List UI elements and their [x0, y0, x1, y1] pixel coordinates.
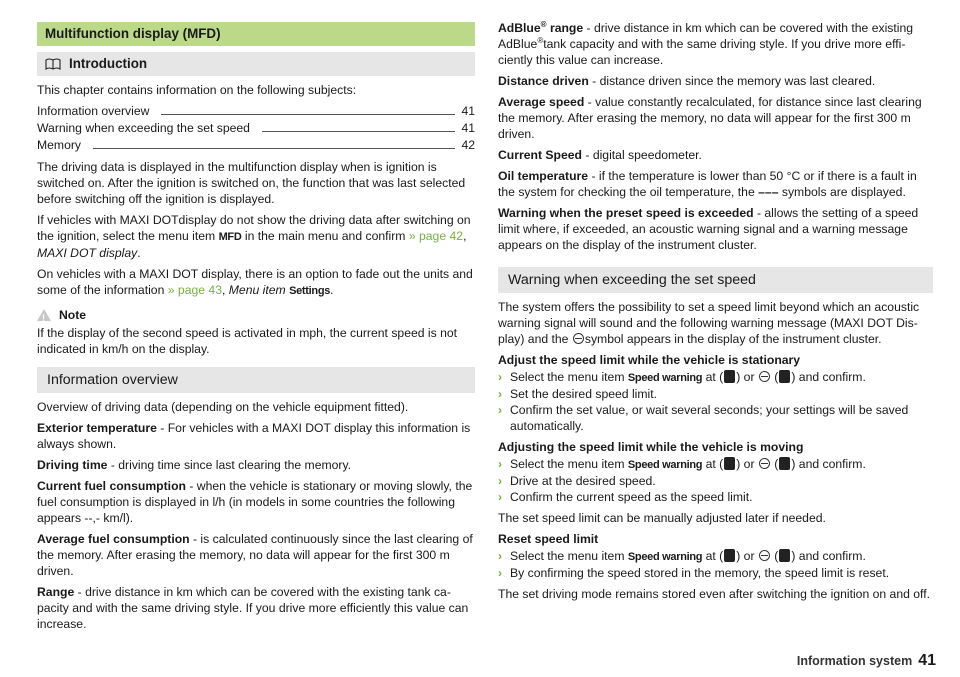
note-text: If the display of the second speed is activated in mph, the current speed is not indicated in km/h on the display. — [37, 326, 458, 356]
registered-mark: ® — [537, 35, 544, 45]
paragraph-maxi-dot — [37, 212, 475, 261]
term: Current fuel consumption — [37, 479, 186, 493]
registered-mark: ® — [540, 19, 547, 29]
page-number: 41 — [918, 652, 936, 669]
definition: tank capacity and with the same driving style. If you drive more efficiently this value can increase. — [498, 37, 906, 67]
footer-section: Information system — [796, 654, 913, 668]
lever-button-icon — [724, 370, 735, 383]
subheading-moving: Adjusting the speed limit while the vehicle is moving — [498, 440, 804, 454]
paragraph-stored: The set driving mode remains stored even after switching the ignition on and off. — [498, 587, 930, 601]
speed-limit-icon — [573, 333, 584, 344]
chevron-right-icon: › — [498, 403, 503, 417]
text-run: The system offers the possibility to set a speed limit beyond which an acoustic warning signal will sound and the following warning message (MAXI DOT Display) and the — [498, 300, 920, 346]
text-run: ( — [770, 370, 779, 384]
step — [498, 548, 933, 565]
ok-button-icon — [759, 458, 770, 469]
step — [498, 473, 933, 489]
definition: symbols are displayed. — [778, 185, 906, 199]
text-run: . — [330, 283, 334, 297]
definition: - allows the setting of a speed limit where, if exceeded, an acoustic warning signal and a warning message appears on the display of the instrument cluster. — [498, 206, 919, 252]
list-item — [498, 94, 933, 142]
subheading-reset: Reset speed limit — [498, 532, 599, 546]
term: Exterior temperature — [37, 421, 157, 435]
text-run: in the main menu and confirm — [241, 229, 409, 243]
steering-button-icon — [779, 549, 790, 562]
term: Warning when the preset speed is exceeded — [498, 206, 754, 220]
toc-label: Warning when exceeding the set speed — [37, 121, 250, 135]
step-text: Set the desired speed limit. — [510, 387, 658, 401]
menu-item-speed-warning: Speed warning — [627, 551, 703, 563]
overview-lead: Overview of driving data (depending on the vehicle equipment fitted). — [37, 400, 409, 414]
step — [498, 456, 933, 473]
toc-item[interactable] — [37, 103, 475, 119]
list-item — [498, 73, 933, 89]
step — [498, 489, 933, 505]
paragraph-ignition: The driving data is displayed in the multifunction display when is ignition is switched on. After the ignition is switched on, the function that was last selected before switching off the ignition is displayed. — [37, 160, 466, 206]
step-text: By confirming the speed stored in the memory, the speed limit is reset. — [510, 566, 890, 580]
subheading-stationary: Adjust the speed limit while the vehicle is stationary — [498, 353, 801, 367]
right-column — [498, 20, 933, 607]
definition: - For vehicles with a MAXI DOT display this information is always shown. — [37, 421, 471, 451]
list-item-adblue — [498, 20, 933, 68]
definition: - drive distance in km which can be covered with the existing tank capacity and with the same driving style. If you drive more efficiently this value can increase. — [37, 585, 469, 631]
step-text: Drive at the desired speed. — [510, 474, 656, 488]
text-run: Select the menu item — [510, 370, 628, 384]
italic-ref: Menu item — [228, 283, 290, 297]
text-run: ) or — [736, 457, 758, 471]
term: range — [546, 21, 584, 35]
text-run: . — [137, 246, 141, 260]
step-text: Confirm the current speed as the speed limit. — [510, 490, 753, 504]
term: Current Speed — [498, 148, 582, 162]
toc-leader — [262, 131, 455, 132]
text-run: Select the menu item — [510, 549, 628, 563]
definition: - when the vehicle is stationary or moving slowly, the fuel consumption is displayed in l/h (in models in some countries the following appears --,- km/l). — [37, 479, 473, 525]
list-item-oil — [498, 168, 933, 200]
list-item — [37, 584, 475, 632]
left-column — [37, 22, 475, 637]
text-run: ) and confirm. — [791, 457, 866, 471]
definition: - driving time since last clearing the memory. — [107, 458, 352, 472]
chapter-title: Multifunction display (MFD) — [37, 22, 475, 46]
text-run: ) and confirm. — [791, 370, 866, 384]
chevron-right-icon: › — [498, 387, 503, 401]
toc-item[interactable] — [37, 137, 475, 153]
text-run: If vehicles with MAXI DOTdisplay do not show the driving data after switching on the ignition, select the menu item — [37, 213, 471, 243]
text-run: at ( — [702, 549, 724, 563]
page-footer — [797, 652, 936, 670]
note-title: Note — [59, 308, 87, 322]
step-text: Confirm the set value, or wait several seconds; your settings will be saved automatically. — [510, 403, 909, 433]
menu-item-speed-warning: Speed warning — [627, 459, 703, 471]
term: AdBlue — [498, 21, 541, 35]
text-run: ) and confirm. — [791, 549, 866, 563]
page-link-42[interactable]: » page 42 — [408, 229, 464, 243]
text-run: ( — [770, 457, 779, 471]
table-of-contents — [37, 103, 475, 153]
toc-item[interactable] — [37, 120, 475, 136]
paragraph-fade-units — [37, 266, 475, 299]
menu-item-speed-warning: Speed warning — [627, 372, 703, 384]
steering-button-icon — [779, 457, 790, 470]
speed-warning-intro — [498, 299, 933, 347]
text-run: Select the menu item — [510, 457, 628, 471]
text-run: , — [221, 283, 229, 297]
menu-item-mfd: MFD — [218, 231, 242, 243]
text-run: On vehicles with a MAXI DOT display, there is an option to fade out the units and some of the information — [37, 267, 473, 297]
term: Range — [37, 585, 75, 599]
text-run: ( — [770, 549, 779, 563]
intro-header — [37, 52, 475, 76]
definition: - distance driven since the memory was last cleared. — [588, 74, 876, 88]
intro-lead: This chapter contains information on the following subjects: — [37, 83, 357, 97]
definition: - if the temperature is lower than 50 °C or if there is a fault in the system for checking the oil temperature, the — [498, 169, 917, 199]
definition: - is calculated continuously since the last clearing of the memory. After erasing the memory, no data will appear for the first 300 m driven. — [37, 532, 473, 578]
step — [498, 369, 933, 386]
chevron-right-icon: › — [498, 474, 503, 488]
toc-leader — [93, 148, 455, 149]
chevron-right-icon: › — [498, 370, 503, 384]
term: Average speed — [498, 95, 585, 109]
term: Distance driven — [498, 74, 589, 88]
dash-symbols: ––– — [758, 185, 779, 199]
term: Oil temperature — [498, 169, 589, 183]
page-link-43[interactable]: » page 43 — [167, 283, 222, 297]
definition: - digital speedometer. — [581, 148, 702, 162]
warning-triangle-icon — [37, 309, 51, 321]
term: Driving time — [37, 458, 108, 472]
ok-button-icon — [759, 550, 770, 561]
text-run: , — [463, 229, 467, 243]
toc-leader — [161, 114, 455, 115]
text-run: at ( — [702, 370, 724, 384]
term: Average fuel consumption — [37, 532, 190, 546]
list-item — [37, 531, 475, 579]
step — [498, 565, 933, 581]
chevron-right-icon: › — [498, 549, 503, 563]
text-run: ) or — [736, 370, 758, 384]
section-header-information-overview: Information overview — [37, 367, 475, 393]
lever-button-icon — [724, 549, 735, 562]
ok-button-icon — [759, 371, 770, 382]
text-run: at ( — [702, 457, 724, 471]
definition: - drive distance in km which can be covered with the existing AdBlue — [498, 21, 914, 51]
definition: - value constantly recalculated, for distance since last clearing the memory. After erasing the memory, no data will appear for the first 300 m driven. — [498, 95, 922, 141]
list-item — [498, 147, 933, 163]
list-item — [37, 457, 475, 473]
text-run: symbol appears in the display of the instrument cluster. — [584, 332, 882, 346]
paragraph-manual-adjust: The set speed limit can be manually adjusted later if needed. — [498, 511, 826, 525]
toc-page: 42 — [461, 138, 475, 152]
step-text — [510, 369, 866, 386]
toc-page: 41 — [461, 104, 475, 118]
step-text — [510, 456, 866, 473]
list-item — [37, 478, 475, 526]
step-text — [510, 548, 866, 565]
book-icon — [45, 58, 61, 70]
step — [498, 386, 933, 402]
list-item — [37, 420, 475, 452]
step — [498, 402, 933, 434]
italic-ref: MAXI DOT display — [37, 246, 138, 260]
intro-title: Introduction — [69, 56, 148, 71]
lever-button-icon — [724, 457, 735, 470]
menu-item-settings: Settings — [289, 285, 331, 297]
chevron-right-icon: › — [498, 490, 503, 504]
chevron-right-icon: › — [498, 566, 503, 580]
toc-page: 41 — [461, 121, 475, 135]
steering-button-icon — [779, 370, 790, 383]
text-run: ) or — [736, 549, 758, 563]
list-item-warning — [498, 205, 933, 253]
chevron-right-icon: › — [498, 457, 503, 471]
toc-label: Memory — [37, 138, 82, 152]
section-header-speed-warning: Warning when exceeding the set speed — [498, 267, 933, 293]
note-header — [37, 307, 475, 323]
toc-label: Information overview — [37, 104, 150, 118]
